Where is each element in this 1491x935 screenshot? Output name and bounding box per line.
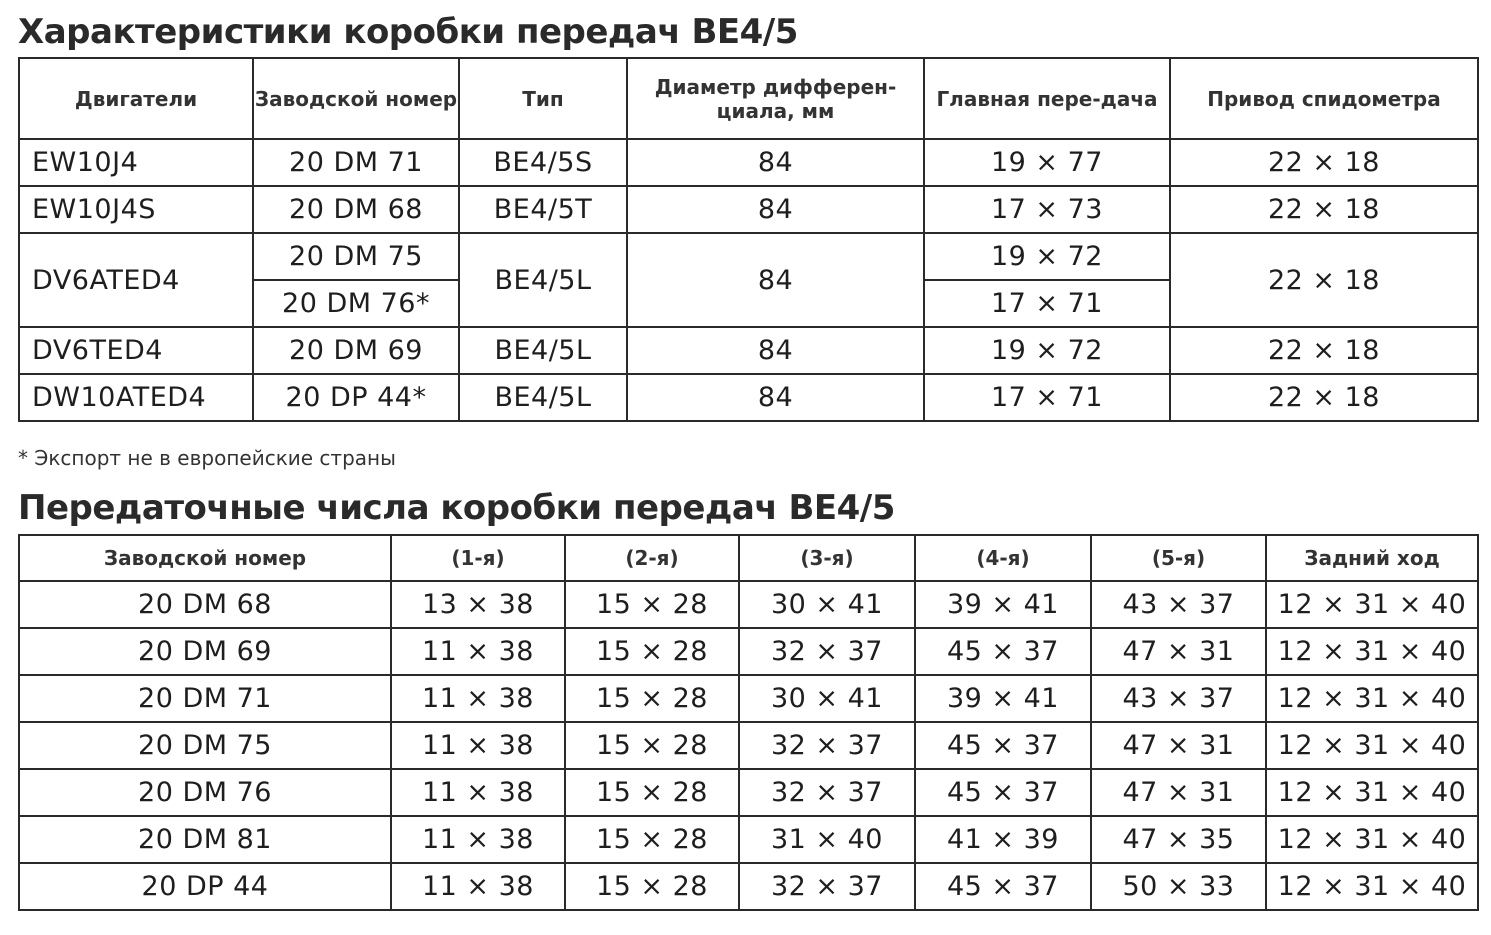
table-row [19,722,1478,769]
cell-gear-1: 11 × 38 [391,769,565,816]
table-row [19,581,1478,628]
header-gear-3: (3-я) [739,535,915,581]
table-row [19,374,1478,421]
cell-reverse: 12 × 31 × 40 [1266,722,1478,769]
cell-factory-number: 20 DM 71 [19,675,391,722]
cell-gear-4: 41 × 39 [915,816,1091,863]
cell-reverse: 12 × 31 × 40 [1266,863,1478,910]
table-row [19,863,1478,910]
header-factory-number: Заводской номер [253,58,459,139]
cell-gear-3: 30 × 41 [739,581,915,628]
cell-factory-number: 20 DM 76* [253,280,459,327]
cell-gear-2: 15 × 28 [565,722,739,769]
table-row [19,186,1478,233]
cell-type: BE4/5T [459,186,627,233]
cell-gear-4: 45 × 37 [915,628,1091,675]
cell-gear-3: 32 × 37 [739,722,915,769]
cell-type: BE4/5L [459,327,627,374]
cell-gear-5: 43 × 37 [1091,675,1266,722]
cell-gear-4: 45 × 37 [915,863,1091,910]
cell-factory-number: 20 DM 68 [19,581,391,628]
cell-gear-1: 11 × 38 [391,628,565,675]
cell-gear-1: 11 × 38 [391,675,565,722]
cell-factory-number: 20 DP 44 [19,863,391,910]
cell-final-drive: 17 × 73 [924,186,1170,233]
cell-gear-5: 47 × 31 [1091,722,1266,769]
cell-engine: DV6TED4 [19,327,253,374]
cell-factory-number: 20 DP 44* [253,374,459,421]
cell-diff-diameter: 84 [627,233,924,327]
header-gear-1: (1-я) [391,535,565,581]
cell-diff-diameter: 84 [627,139,924,186]
cell-gear-2: 15 × 28 [565,628,739,675]
table-row [19,816,1478,863]
cell-reverse: 12 × 31 × 40 [1266,628,1478,675]
table-header-row [19,58,1478,139]
header-gear-5: (5-я) [1091,535,1266,581]
cell-diff-diameter: 84 [627,186,924,233]
table-row [19,628,1478,675]
cell-factory-number: 20 DM 81 [19,816,391,863]
cell-reverse: 12 × 31 × 40 [1266,675,1478,722]
cell-gear-2: 15 × 28 [565,816,739,863]
cell-gear-5: 43 × 37 [1091,581,1266,628]
table-row [19,769,1478,816]
cell-engine: EW10J4S [19,186,253,233]
header-gear-2: (2-я) [565,535,739,581]
cell-speedo-drive: 22 × 18 [1170,327,1478,374]
header-final-drive: Главная пере-дача [924,58,1170,139]
cell-gear-2: 15 × 28 [565,863,739,910]
header-gear-4: (4-я) [915,535,1091,581]
cell-engine: EW10J4 [19,139,253,186]
header-engine: Двигатели [19,58,253,139]
cell-final-drive: 19 × 72 [924,233,1170,280]
cell-gear-1: 11 × 38 [391,722,565,769]
cell-gear-4: 45 × 37 [915,769,1091,816]
cell-final-drive: 17 × 71 [924,374,1170,421]
cell-factory-number: 20 DM 76 [19,769,391,816]
cell-reverse: 12 × 31 × 40 [1266,816,1478,863]
footnote: * Экспорт не в европейские страны [18,446,396,470]
header-factory-number: Заводской номер [19,535,391,581]
table-row [19,675,1478,722]
cell-factory-number: 20 DM 69 [253,327,459,374]
gear-ratios-title: Передаточные числа коробки передач BE4/5 [18,488,895,528]
cell-engine: DV6ATED4 [19,233,253,327]
cell-type: BE4/5L [459,374,627,421]
cell-gear-1: 13 × 38 [391,581,565,628]
cell-gear-5: 47 × 31 [1091,628,1266,675]
gearbox-specs-table [18,57,1479,422]
table-row [19,139,1478,186]
cell-gear-3: 32 × 37 [739,628,915,675]
cell-gear-4: 45 × 37 [915,722,1091,769]
cell-reverse: 12 × 31 × 40 [1266,581,1478,628]
cell-gear-5: 47 × 31 [1091,769,1266,816]
cell-speedo-drive: 22 × 18 [1170,186,1478,233]
cell-gear-5: 50 × 33 [1091,863,1266,910]
cell-gear-3: 32 × 37 [739,769,915,816]
cell-gear-2: 15 × 28 [565,769,739,816]
cell-reverse: 12 × 31 × 40 [1266,769,1478,816]
gearbox-specs-title: Характеристики коробки передач BE4/5 [18,12,798,52]
cell-type: BE4/5L [459,233,627,327]
cell-gear-3: 32 × 37 [739,863,915,910]
cell-factory-number: 20 DM 69 [19,628,391,675]
cell-diff-diameter: 84 [627,327,924,374]
header-type: Тип [459,58,627,139]
table-row [19,233,1478,280]
cell-gear-1: 11 × 38 [391,863,565,910]
table-header-row [19,535,1478,581]
table-row [19,327,1478,374]
cell-final-drive: 19 × 72 [924,327,1170,374]
cell-gear-4: 39 × 41 [915,675,1091,722]
cell-gear-5: 47 × 35 [1091,816,1266,863]
cell-gear-2: 15 × 28 [565,581,739,628]
cell-factory-number: 20 DM 75 [19,722,391,769]
cell-speedo-drive: 22 × 18 [1170,233,1478,327]
cell-gear-4: 39 × 41 [915,581,1091,628]
cell-final-drive: 17 × 71 [924,280,1170,327]
cell-factory-number: 20 DM 68 [253,186,459,233]
gear-ratios-table [18,534,1479,911]
cell-factory-number: 20 DM 71 [253,139,459,186]
cell-factory-number: 20 DM 75 [253,233,459,280]
cell-speedo-drive: 22 × 18 [1170,139,1478,186]
cell-gear-2: 15 × 28 [565,675,739,722]
header-diff-diameter: Диаметр дифферен-циала, мм [627,58,924,139]
cell-diff-diameter: 84 [627,374,924,421]
cell-gear-3: 30 × 41 [739,675,915,722]
cell-speedo-drive: 22 × 18 [1170,374,1478,421]
cell-gear-1: 11 × 38 [391,816,565,863]
cell-gear-3: 31 × 40 [739,816,915,863]
cell-final-drive: 19 × 77 [924,139,1170,186]
header-reverse: Задний ход [1266,535,1478,581]
header-speedo-drive: Привод спидометра [1170,58,1478,139]
cell-engine: DW10ATED4 [19,374,253,421]
cell-type: BE4/5S [459,139,627,186]
